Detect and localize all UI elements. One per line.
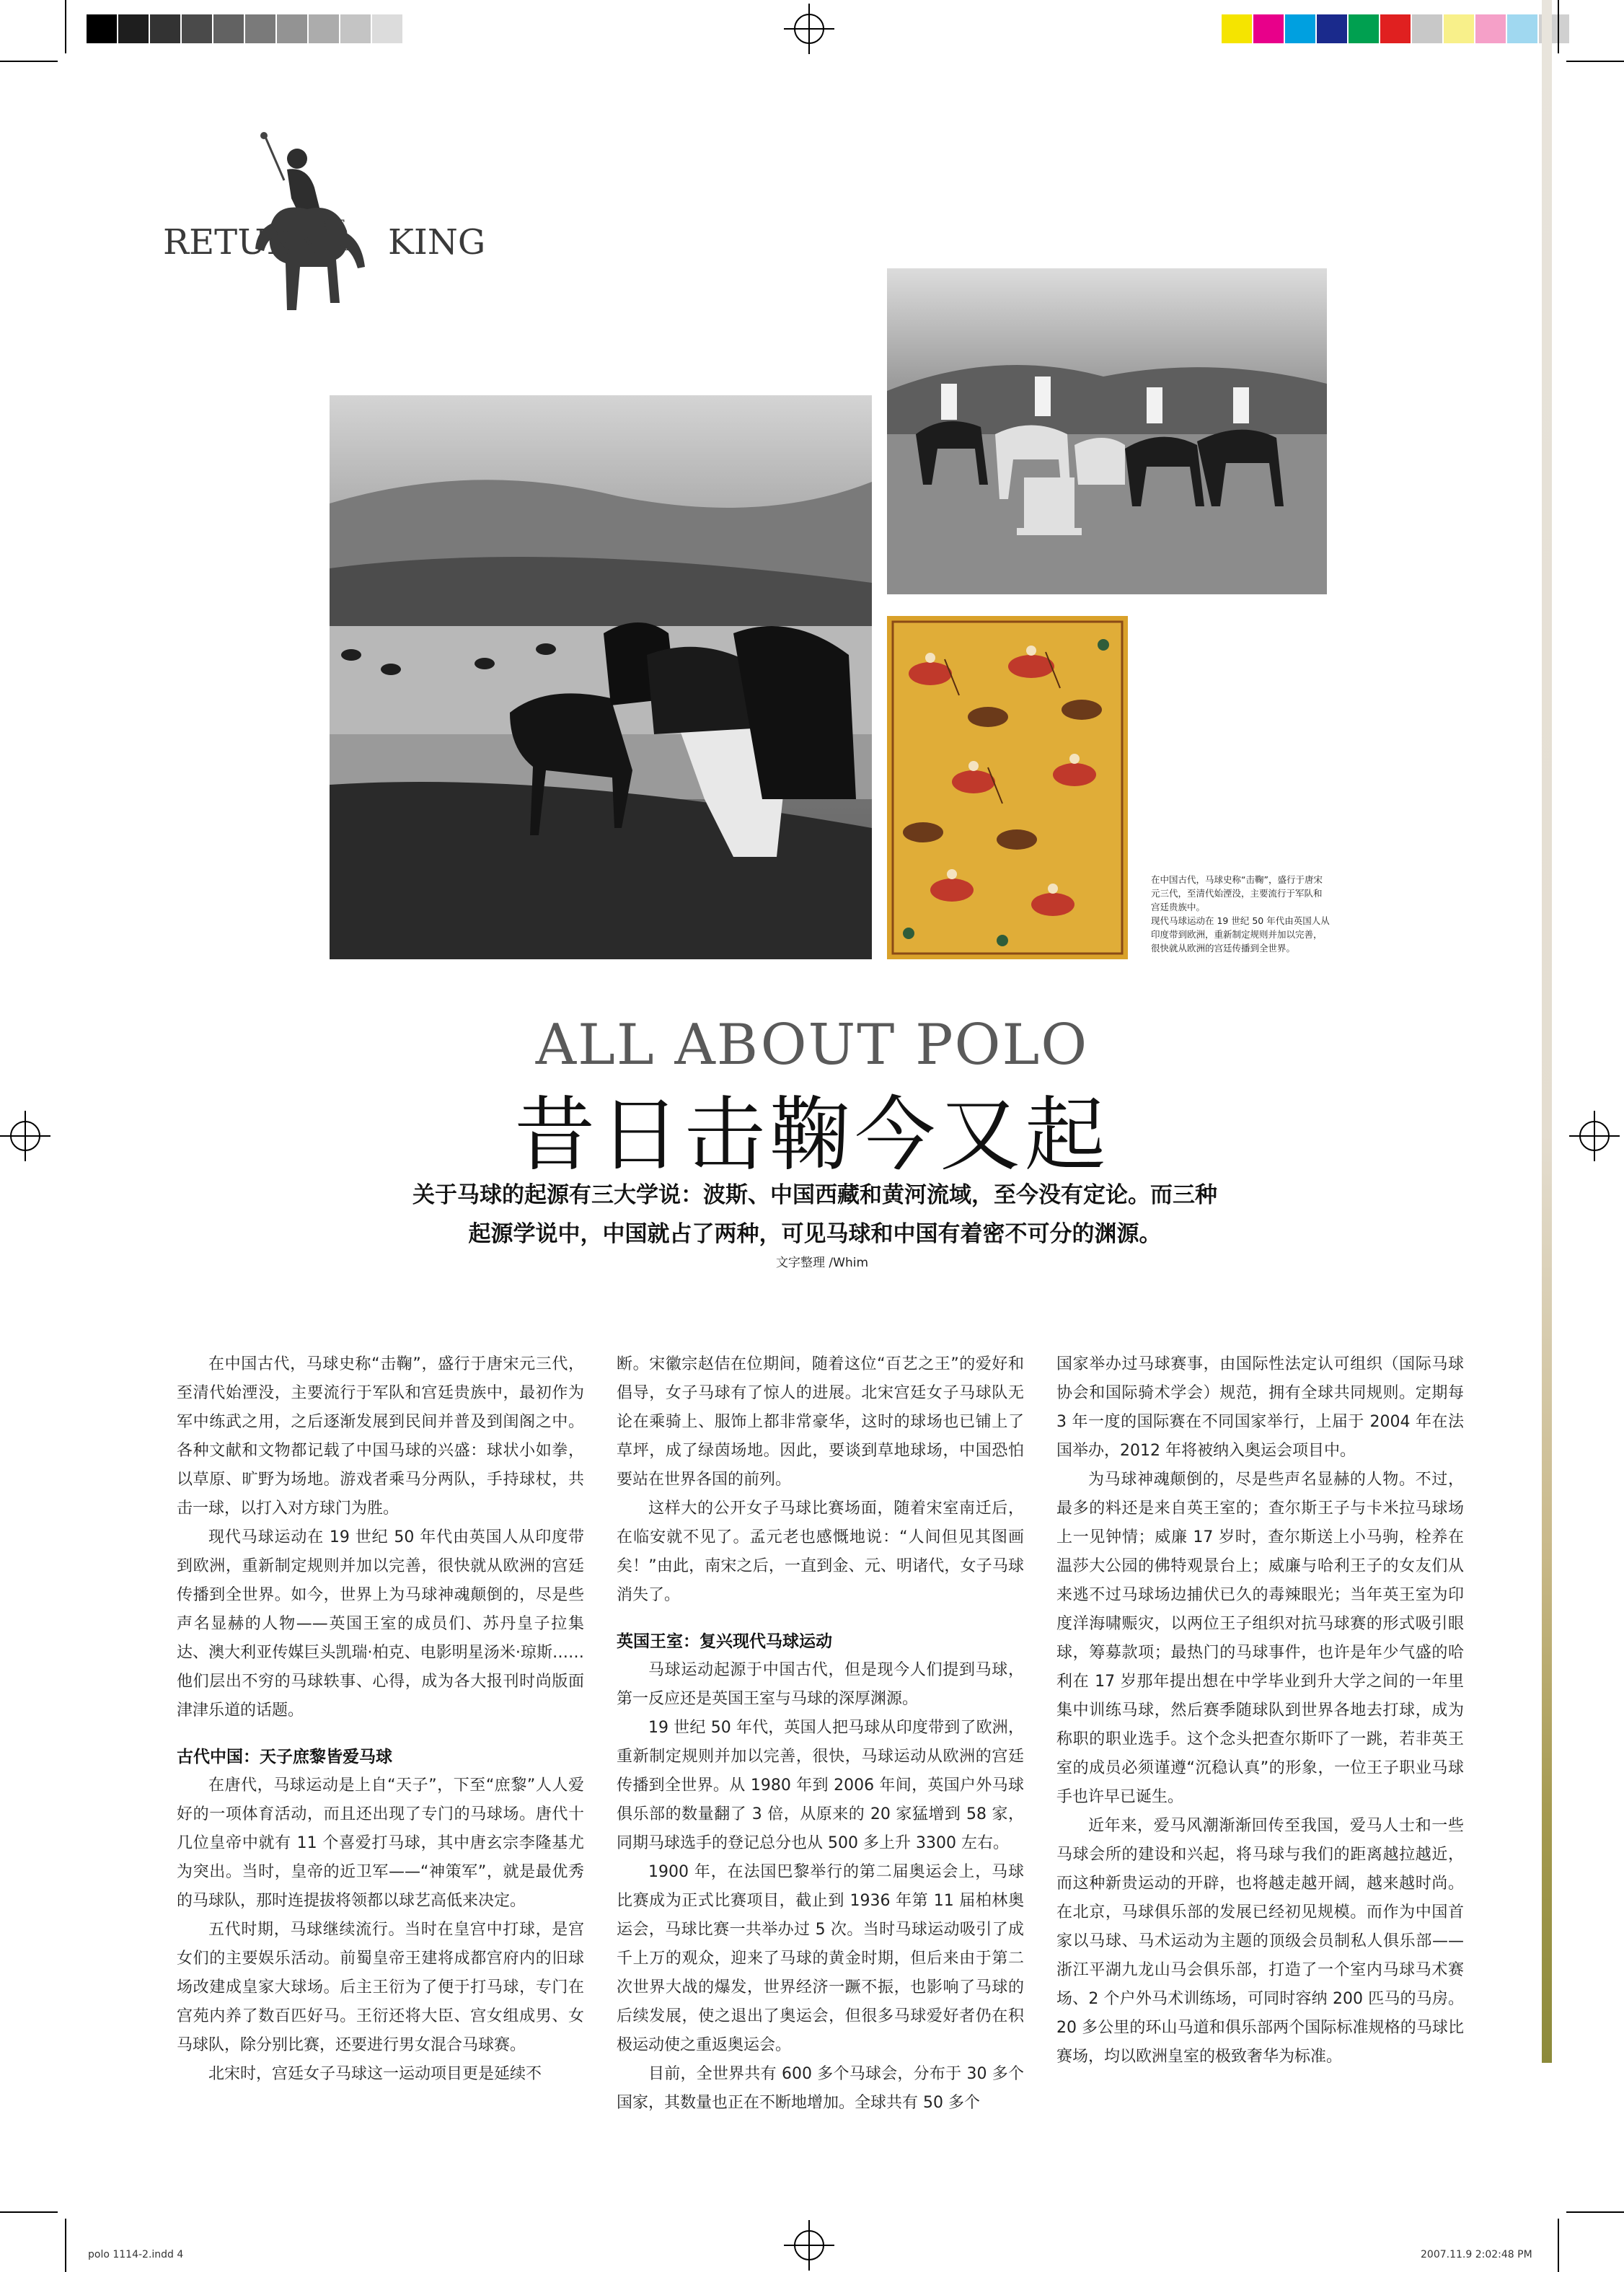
polo-field-photo xyxy=(330,395,872,959)
caption-line: 在中国古代，马球史称“击鞠”，盛行于唐宋 xyxy=(1151,874,1323,885)
color-swatch xyxy=(1349,14,1380,43)
color-swatch xyxy=(87,14,118,43)
logo-word-of: OF xyxy=(323,216,345,234)
caption-line: 宫廷贵族中。 xyxy=(1151,902,1206,912)
color-swatch xyxy=(118,14,150,43)
color-swatch xyxy=(150,14,182,43)
paragraph: 1900 年，在法国巴黎举行的第二届奥运会上，马球比赛成为正式比赛项目，截止到 1936 年第 11 届柏林奥运会，马球比赛一共举办过 5 次。当时马球运动吸引了成千上万的观众，迎来了马球的黄金时期，但后来由于第二次世界大战的爆发，世界经济一蹶不振，也影响了马球的后续发展，使之退出了奥运会，但很多马球爱好者仍在积极运动使之重返奥运会。 xyxy=(617,1863,1024,2054)
color-swatch xyxy=(1380,14,1412,43)
paragraph: 北宋时，宫廷女子马球这一运动项目更是延续不 xyxy=(208,2065,542,2083)
paragraph: 国家举办过马球赛事，由国际性法定认可组织（国际马球协会和国际骑术学会）规范，拥有全球共同规则。定期每 3 年一度的国际赛在不同国家举行，上届于 2004 年在法国举办，2012 年将被纳入奥运会项目中。 xyxy=(1056,1355,1464,1460)
caption-line: 现代马球运动在 19 世纪 50 年代由英国人从 xyxy=(1151,915,1330,926)
article-column-1 xyxy=(177,1350,584,2089)
color-swatch xyxy=(372,14,404,43)
color-swatch xyxy=(340,14,372,43)
color-swatch xyxy=(309,14,340,43)
crop-mark xyxy=(0,2211,58,2213)
chinese-headline: 昔日击鞠今又起 xyxy=(514,1088,1110,1182)
lede-line-2: 起源学说中，中国就占了两种，可见马球和中国有着密不可分的渊源。 xyxy=(468,1221,1162,1247)
color-swatch xyxy=(1475,14,1507,43)
caption-line: 印度带到欧洲，重新制定规则并加以完善， xyxy=(1151,929,1323,940)
color-swatch xyxy=(213,14,245,43)
return-of-the-king-logo xyxy=(163,130,486,325)
color-swatch xyxy=(1253,14,1285,43)
paragraph: 现代马球运动在 19 世纪 50 年代由英国人从印度带到欧洲，重新制定规则并加以完善，很快就从欧洲的宫廷传播到全世界。如今，世界上为马球神魂颠倒的，尽是些声名显赫的人物——英国王室的成员们、苏丹皇子拉集达、澳大利亚传媒巨头凯瑞·柏克、电影明星汤米·琼斯……他们层出不穷的马球轶事、心得，成为各大报刊时尚版面津津乐道的话题。 xyxy=(177,1528,584,1720)
grayscale-color-bar xyxy=(87,14,404,43)
persian-polo-painting xyxy=(887,616,1128,959)
logo-word-return: RETURN xyxy=(163,222,323,263)
lede-line-1: 关于马球的起源有三大学说：波斯、中国西藏和黄河流域，至今没有定论。而三种 xyxy=(412,1182,1217,1208)
color-swatch xyxy=(1444,14,1475,43)
registration-mark-top xyxy=(784,4,834,54)
crop-mark xyxy=(65,0,66,53)
caption-line: 元三代，至清代始湮没，主要流行于军队和 xyxy=(1151,888,1323,899)
vintage-polo-team-photo xyxy=(887,268,1327,594)
crop-mark xyxy=(1558,0,1559,53)
photo-caption xyxy=(1151,873,1354,955)
paragraph: 在中国古代，马球史称“击鞠”，盛行于唐宋元三代，至清代始湮没，主要流行于军队和宫廷贵族中，最初作为军中练武之用，之后逐渐发展到民间并普及到闺阁之中。各种文献和文物都记载了中国马球的兴盛：球状小如拳，以草原、旷野为场地。游戏者乘马分两队，手持球杖，共击一球，以打入对方球门为胜。 xyxy=(177,1355,584,1518)
english-headline: ALL ABOUT POLO xyxy=(535,1013,1089,1078)
paragraph: 五代时期，马球继续流行。当时在皇宫中打球，是宫女们的主要娱乐活动。前蜀皇帝王建将成都宫府内的旧球场改建成皇家大球场。后主王衍为了便于打马球，专门在宫苑内养了数百匹好马。王衍还将大臣、宫女组成男、女马球队，除分别比赛，还要进行男女混合马球赛。 xyxy=(177,1921,584,2054)
paragraph: 断。宋徽宗赵佶在位期间，随着这位“百艺之王”的爱好和倡导，女子马球有了惊人的进展。北宋宫廷女子马球队无论在乘骑上、服饰上都非常豪华，这时的球场也已铺上了草坪，成了绿茵场地。因此，要谈到草地球场，中国恐怕要站在世界各国的前列。 xyxy=(617,1355,1024,1489)
paragraph: 在唐代，马球运动是上自“天子”，下至“庶黎”人人爱好的一项体育活动，而且还出现了专门的马球场。唐代十几位皇帝中就有 11 个喜爱打马球，其中唐玄宗李隆基尤为突出。当时，皇帝的近卫军——“神策军”，就是最优秀的马球队，那时连提拔将领都以球艺高低来决定。 xyxy=(177,1776,584,1910)
process-color-bar xyxy=(1222,14,1571,43)
section-heading-ancient-china: 古代中国：天子庶黎皆爱马球 xyxy=(177,1748,392,1766)
logo-word-the: THE xyxy=(320,237,353,254)
paragraph: 为马球神魂颠倒的，尽是些声名显赫的人物。不过，最多的料还是来自英王室的；查尔斯王子与卡米拉马球场上一见钟情；威廉 17 岁时，查尔斯送上小马驹，栓养在温莎大公园的佛特观景台上；威廉与哈利王子的女友们从来逃不过马球场边捕伏已久的毒辣眼光；当年英王室为印度洋海啸赈灾，以两位王子组织对抗马球赛的形式吸引眼球，筹募款项；最热门的马球事件，也许是年少气盛的哈利在 17 岁那年提出想在中学毕业到升大学之间的一年里集中训练马球，然后赛季随球队到世界各地去打球，成为称职的职业选手。这个念头把查尔斯吓了一跳，若非英王室的成员必须谨遵“沉稳认真”的形象，一位王子职业马球手也许早已诞生。 xyxy=(1056,1471,1464,1806)
paragraph: 这样大的公开女子马球比赛场面，随着宋室南迁后，在临安就不见了。孟元老也感慨地说：“人间但见其图画矣！”由此，南宋之后，一直到金、元、明诸代，女子马球消失了。 xyxy=(617,1500,1024,1604)
color-swatch xyxy=(277,14,309,43)
article-lede xyxy=(317,1176,1312,1254)
paragraph: 近年来，爱马风潮渐渐回传至我国，爱马人士和一些马球会所的建设和兴起，将马球与我们的距离越拉越近，而这种新贵运动的开辟，也将越走越开阔，越来越时尚。在北京，马球俱乐部的发展已经初见规模。而作为中国首家以马球、马术运动为主题的顶级会员制私人俱乐部——浙江平湖九龙山马会俱乐部，打造了一个室内马球马术赛场、2 个户外马术训练场，可同时容纳 200 匹马的马房。20 多公里的环山马道和俱乐部两个国际标准规格的马球比赛场，均以欧洲皇室的极致奢华为标准。 xyxy=(1056,1817,1464,2066)
color-swatch xyxy=(1412,14,1444,43)
color-swatch xyxy=(1285,14,1317,43)
caption-line: 很快就从欧洲的宫廷传播到全世界。 xyxy=(1151,943,1296,954)
crop-mark xyxy=(1566,61,1624,62)
color-swatch xyxy=(1222,14,1253,43)
file-slug: polo 1114-2.indd 4 xyxy=(88,2249,184,2260)
author-credit: 文字整理 /Whim xyxy=(776,1256,868,1270)
registration-mark-bottom xyxy=(784,2220,834,2271)
paragraph: 19 世纪 50 年代，英国人把马球从印度带到了欧洲，重新制定规则并加以完善，很快，马球运动从欧洲的宫廷传播到全世界。从 1980 年到 2006 年间，英国户外马球俱乐部的数量翻了 3 倍，从原来的 20 家猛增到 58 家，同期马球选手的登记总分也从 500 多上升 3300 左右。 xyxy=(617,1719,1024,1852)
color-swatch xyxy=(182,14,213,43)
color-swatch xyxy=(1317,14,1349,43)
logo-word-king: KING xyxy=(388,222,486,263)
crop-mark xyxy=(1558,2219,1559,2272)
print-timestamp: 2007.11.9 2:02:48 PM xyxy=(1421,2249,1532,2260)
crop-mark xyxy=(0,61,58,62)
article-column-2 xyxy=(617,1350,1024,2118)
color-swatch xyxy=(245,14,277,43)
section-heading-british-royals: 英国王室：复兴现代马球运动 xyxy=(617,1632,832,1651)
crop-mark xyxy=(65,2219,66,2272)
paragraph: 马球运动起源于中国古代，但是现今人们提到马球，第一反应还是英国王室与马球的深厚渊源。 xyxy=(617,1661,1024,1708)
crop-mark xyxy=(1566,2211,1624,2213)
paragraph: 目前，全世界共有 600 多个马球会，分布于 30 多个国家，其数量也正在不断地增加。全球共有 50 多个 xyxy=(617,2065,1024,2112)
color-swatch xyxy=(1507,14,1539,43)
article-column-3 xyxy=(1056,1350,1464,2071)
